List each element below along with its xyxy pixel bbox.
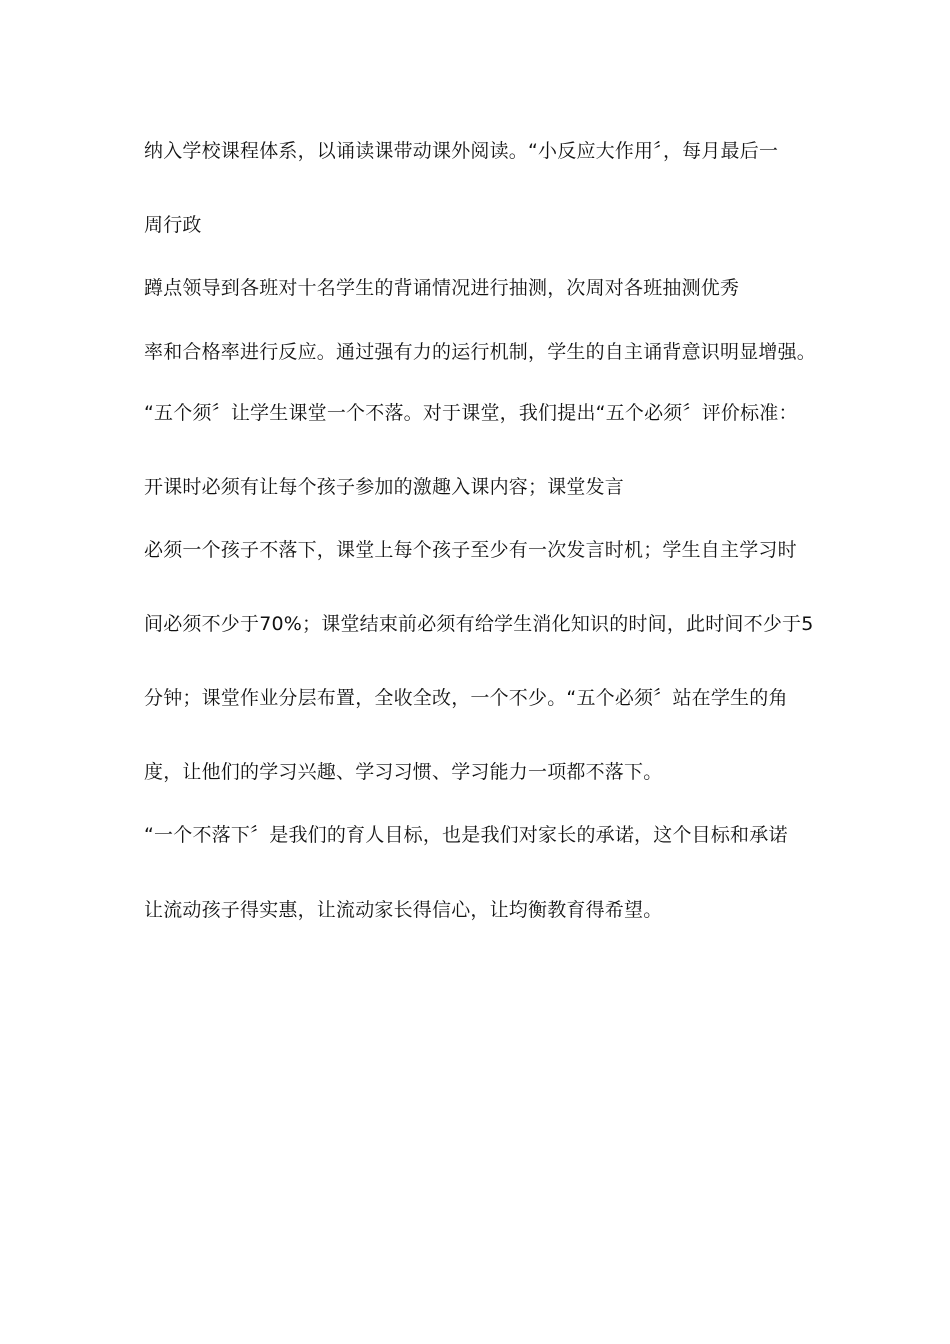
text-line: 周行政 — [144, 214, 202, 236]
text-line: “一个不落下〞是我们的育人目标，也是我们对家长的承诺，这个目标和承诺 — [144, 824, 788, 846]
text-line: 分钟；课堂作业分层布置，全收全改，一个不少。“五个必须〞站在学生的角 — [144, 687, 788, 709]
text-line: 率和合格率进行反应。通过强有力的运行机制，学生的自主诵背意识明显增强。 — [144, 341, 817, 363]
text-line: 度，让他们的学习兴趣、学习习惯、学习能力一项都不落下。 — [144, 761, 663, 783]
text-line: “五个须〞让学生课堂一个不落。对于课堂，我们提出“五个必须〞评价标准： — [144, 402, 798, 424]
text-line: 开课时必须有让每个孩子参加的激趣入课内容；课堂发言 — [144, 476, 625, 498]
text-line: 纳入学校课程体系，以诵读课带动课外阅读。“小反应大作用〞，每月最后一 — [144, 140, 779, 162]
text-line: 让流动孩子得实惠，让流动家长得信心，让均衡教育得希望。 — [144, 899, 663, 921]
text-line: 蹲点领导到各班对十名学生的背诵情况进行抽测，次周对各班抽测优秀 — [144, 277, 740, 299]
text-line: 间必须不少于70%；课堂结束前必须有给学生消化知识的时间，此时间不少于5 — [144, 613, 814, 635]
text-line: 必须一个孩子不落下，课堂上每个孩子至少有一次发言时机；学生自主学习时 — [144, 539, 797, 561]
